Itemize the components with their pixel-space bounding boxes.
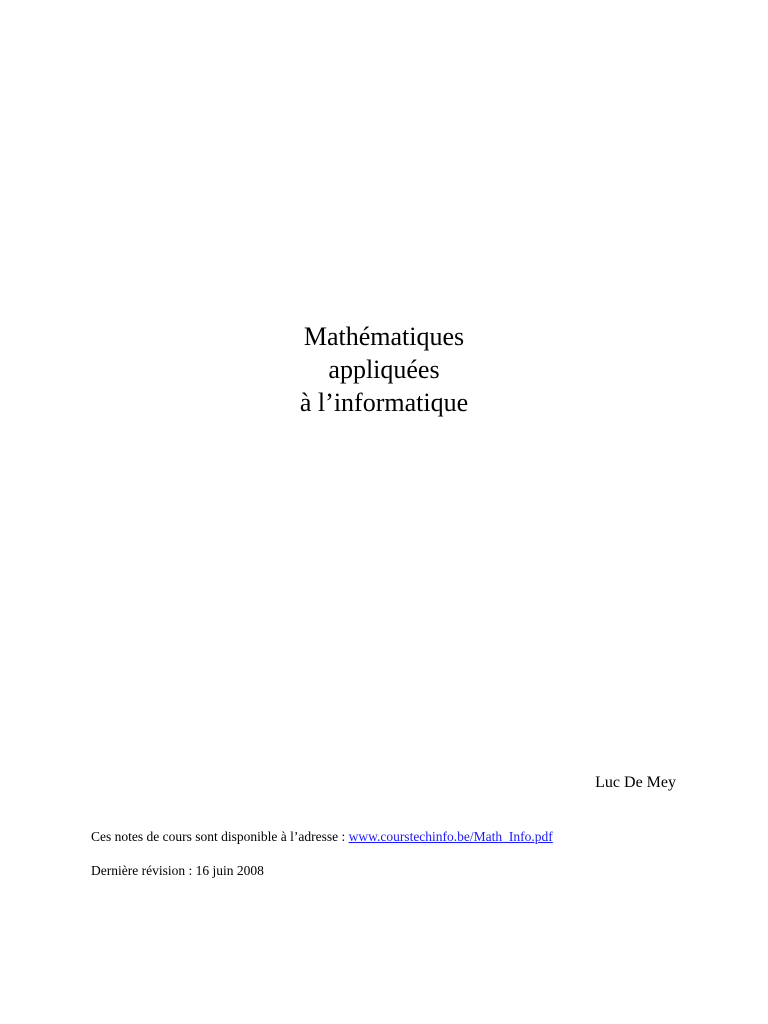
title-line-3: à l’informatique [299,388,469,417]
title-line-2: appliquées [328,355,440,384]
document-title [0,320,768,419]
title-line-1: Mathématiques [303,322,465,351]
author-name: Luc De Mey [595,774,676,791]
course-notes-link[interactable]: www.courstechinfo.be/Math_Info.pdf [348,829,553,844]
revision-date: Dernière révision : 16 juin 2008 [91,863,264,878]
course-notes-line [91,828,553,846]
course-notes-text: Ces notes de cours sont disponible à l’adresse : [91,829,349,844]
